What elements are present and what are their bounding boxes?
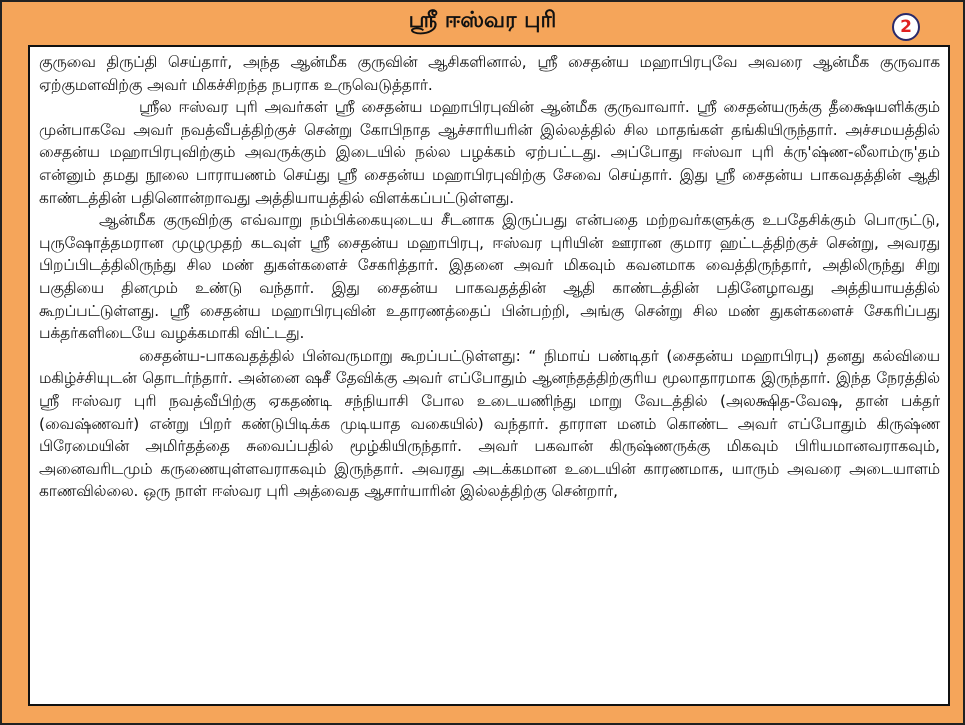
paragraph-2: ஸ்ரீல ஈஸ்வர புரி அவர்கள் ஸ்ரீ சைதன்ய மஹாபிரபுவின் ஆன்மீக குருவாவார். ஸ்ரீ சைதன்யருக்கு தீக்ஷையளிக்கும் முன்பாகவே அவர் நவத்வீபத்திற்குச் சென்று கோபிநாத ஆச்சாரியரின் இல்லத்தில் சில மாதங்கள் தங்கியிருந்தார். அச்சமயத்தில் சைதன்ய மஹாபிரபுவிற்கும் அவருக்கும் இடையில் நல்ல பழக்கம் ஏற்பட்டது. அப்போது ஈஸ்வா புரி க்ரு'ஷ்ண-லீலாம்ரு'தம் என்னும் தமது நூலை பாராயணம் செய்து ஸ்ரீ சைதன்ய மஹாபிரபுவிற்கு சேவை செய்தார். இது ஸ்ரீ சைதன்ய பாகவதத்தின் ஆதி காண்டத்தின் பதினொன்றாவது அத்தியாயத்தில் விளக்கப்பட்டுள்ளது. (39, 98, 940, 207)
text-panel (28, 45, 950, 706)
paragraph-3: ஆன்மீக குருவிற்கு எவ்வாறு நம்பிக்கையுடைய சீடனாக இருப்பது என்பதை மற்றவர்களுக்கு உபதேசிக்கும் பொருட்டு, புருஷோத்தமரான முழுமுதற் கடவுள் ஸ்ரீ சைதன்ய மஹாபிரபு, ஈஸ்வர புரியின் ஊரான குமார ஹட்டத்திற்குச் சென்று, அவரது பிறப்பிடத்திலிருந்து சில மண் துகள்களைச் சேகரித்தார். இதனை அவர் மிகவும் கவனமாக வைத்திருந்தார், அதிலிருந்து சிறு பகுதியை தினமும் உண்டு வந்தார். இது சைதன்ய பாகவதத்தின் ஆதி காண்டத்தின் பதினேழாவது அத்தியாயத்தில் கூறப்பட்டுள்ளது. ஸ்ரீ சைதன்ய மஹாபிரபுவின் உதாரணத்தைப் பின்பற்றி, அங்கு சென்று சில மண் துகள்களைச் சேகரிப்பது பக்தர்களிடையே வழக்கமாகி விட்டது. (39, 211, 940, 343)
page-title: ஸ்ரீ ஈஸ்வர புரி (408, 8, 557, 33)
paragraph-1: குருவை திருப்தி செய்தார், அந்த ஆன்மீக குருவின் ஆசிகளினால், ஸ்ரீ சைதன்ய மஹாபிரபுவே அவரை ஆன்மீக குருவாக ஏற்குமளவிற்கு அவர் மிகச்சிறந்த நபராக உருவெடுத்தார். (39, 53, 940, 94)
page-number-badge: 2 (892, 13, 920, 41)
title-bar (2, 2, 963, 42)
paragraph-4: சைதன்ய-பாகவதத்தில் பின்வருமாறு கூறப்பட்டுள்ளது: “ நிமாய் பண்டிதர் (சைதன்ய மஹாபிரபு) தனது கல்வியை மகிழ்ச்சியுடன் தொடர்ந்தார். அன்னை ஷசீ தேவிக்கு அவர் எப்போதும் ஆனந்தத்திற்குரிய மூலாதாரமாக இருந்தார். இந்த நேரத்தில் ஸ்ரீ ஈஸ்வர புரி நவத்வீபிற்கு ஏகதண்டி சந்நியாசி போல உடையணிந்து மாறு வேடத்தில் (அலக்ஷித-வேஷ, தான் பக்தர் (வைஷ்ணவர்) என்று பிறர் கண்டுபிடிக்க முடியாத வகையில்) வந்தார். தாராள மனம் கொண்ட அவர் எப்போதும் கிருஷ்ண பிரேமையின் அமிர்தத்தை சுவைப்பதில் மூழ்கியிருந்தார். அவர் பகவான் கிருஷ்ணருக்கு மிகவும் பிரியமானவராகவும், அனைவரிடமும் கருணையுள்ளவராகவும் இருந்தார். அவரது அடக்கமான உடையின் காரணமாக, யாரும் அவரை அடையாளம் காணவில்லை. ஒரு நாள் ஈஸ்வர புரி அத்வைத ஆசார்யாரின் இல்லத்திற்கு சென்றார், (39, 346, 940, 501)
